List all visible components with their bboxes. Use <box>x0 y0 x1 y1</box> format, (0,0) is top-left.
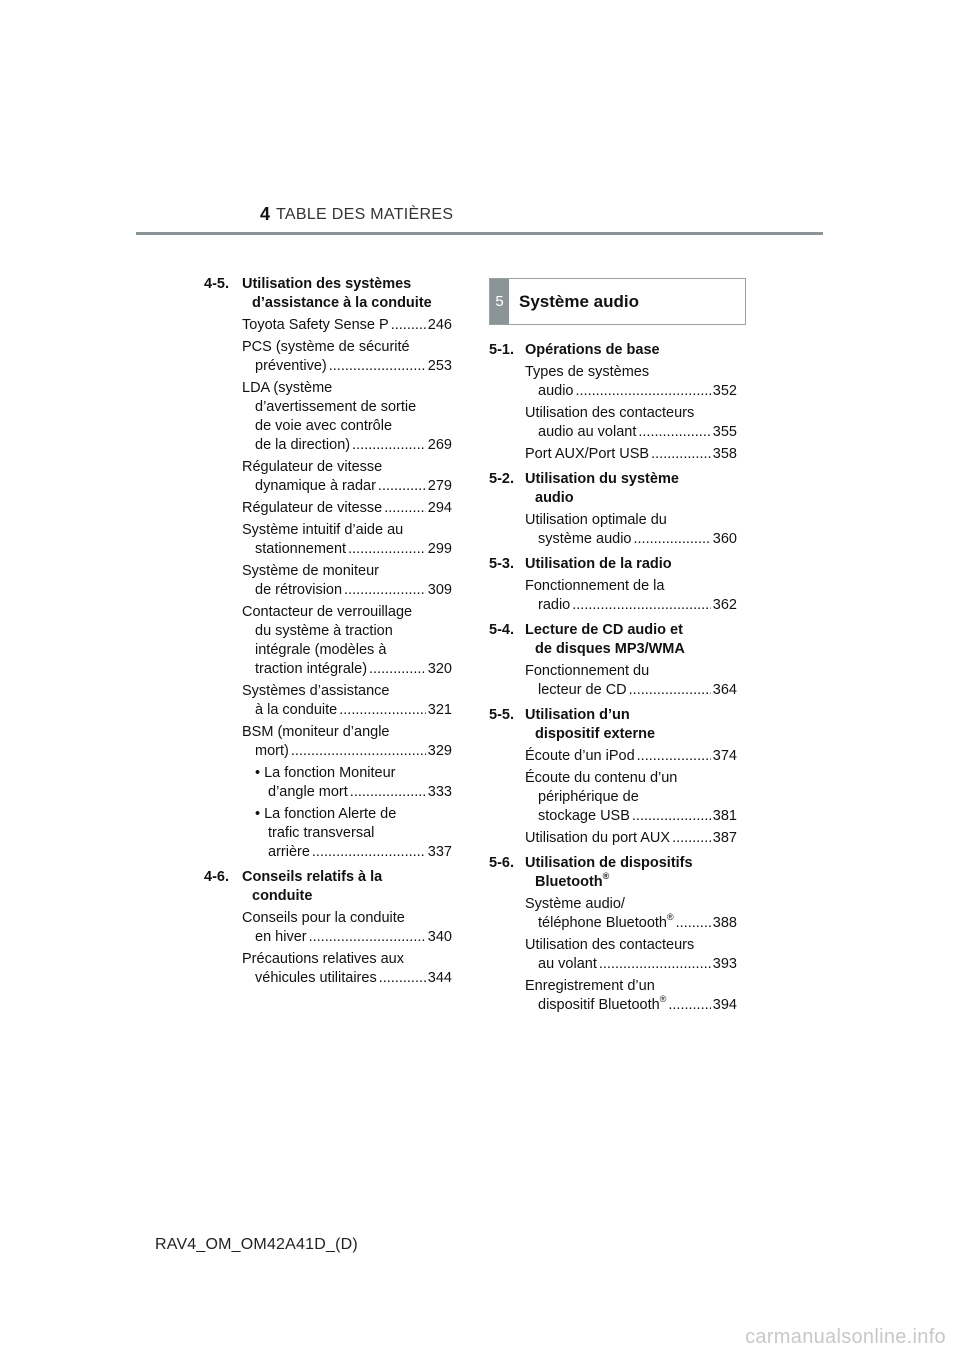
section-title-line: Utilisation de dispositifs <box>525 855 693 871</box>
toc-entry-label: traction intégrale) <box>255 661 368 677</box>
dot-leader <box>350 783 426 802</box>
section-number: 5-2. <box>489 471 514 487</box>
manual-code: RAV4_OM_OM42A41D_(D) <box>155 1236 358 1253</box>
section-title <box>525 621 737 659</box>
toc-entry-line: Fonctionnement du <box>525 663 650 679</box>
toc-entry-row <box>525 445 737 464</box>
toc-page-number: 381 <box>712 808 737 824</box>
toc-entry-link[interactable] <box>242 499 452 518</box>
section-title-line: d’assistance à la conduite <box>252 295 432 311</box>
toc-entry-line: Fonctionnement de la <box>525 578 665 594</box>
dot-leader <box>676 914 711 933</box>
toc-entry-row <box>242 540 452 559</box>
section-title-line: Utilisation du système <box>525 471 679 487</box>
toc-page-number: 388 <box>712 915 737 931</box>
toc-entry-row <box>242 316 452 335</box>
toc-entry-label: en hiver <box>255 929 307 945</box>
toc-entry-link[interactable] <box>525 977 737 1015</box>
toc-entry-link[interactable] <box>242 379 452 455</box>
dot-leader <box>369 660 426 679</box>
toc-page-number: 362 <box>712 597 737 613</box>
toc-entry-link[interactable] <box>242 603 452 679</box>
toc-entry-link[interactable] <box>242 950 452 988</box>
dot-leader <box>379 969 426 988</box>
toc-entry-link[interactable] <box>242 909 452 947</box>
toc-entry-line: d’avertissement de sortie <box>255 399 417 415</box>
dot-leader <box>352 436 426 455</box>
toc-entry-line: Utilisation des contacteurs <box>525 405 695 421</box>
toc-entry-row <box>242 477 452 496</box>
section-title-line: Bluetooth® <box>535 871 610 890</box>
toc-entry-link[interactable] <box>525 404 737 442</box>
toc-entry-label: lecteur de CD <box>538 682 627 698</box>
toc-entry-link[interactable] <box>242 521 452 559</box>
header-title: TABLE DES MATIÈRES <box>276 206 454 223</box>
toc-page-number: 344 <box>427 970 452 986</box>
toc-page-number: 337 <box>427 844 452 860</box>
section-number: 4-6. <box>204 869 229 885</box>
section-number: 5-1. <box>489 342 514 358</box>
toc-entry-link[interactable] <box>242 458 452 496</box>
toc-entry-link[interactable] <box>242 805 452 862</box>
section-title <box>525 706 737 744</box>
toc-entry-row <box>255 843 452 862</box>
section-title-line: conduite <box>252 888 313 904</box>
dot-leader <box>629 681 711 700</box>
toc-entry-label: radio <box>538 597 571 613</box>
toc-entry-link[interactable] <box>525 662 737 700</box>
toc-entry-link[interactable] <box>525 769 737 826</box>
toc-entry-label: véhicules utilitaires <box>255 970 377 986</box>
toc-section <box>489 470 737 549</box>
page-header <box>0 204 960 230</box>
toc-entry-label: Régulateur de vitesse <box>242 500 383 516</box>
toc-page-number: 299 <box>427 541 452 557</box>
toc-entry-link[interactable] <box>525 363 737 401</box>
toc-page-number: 364 <box>712 682 737 698</box>
toc-entry-label: dynamique à radar <box>255 478 376 494</box>
toc-entry-line: Contacteur de verrouillage <box>242 604 413 620</box>
toc-entry-row <box>525 747 737 766</box>
toc-page-number: 340 <box>427 929 452 945</box>
toc-entry-line: Précautions relatives aux <box>242 951 404 967</box>
toc-entry-line: trafic transversal <box>268 825 375 841</box>
toc-page-number: 387 <box>712 830 737 846</box>
toc-entry-row <box>242 660 452 679</box>
toc-entry-link[interactable] <box>242 562 452 600</box>
toc-entry-row <box>242 357 452 376</box>
dot-leader <box>348 540 426 559</box>
toc-entry-line: Enregistrement d’un <box>525 978 655 994</box>
toc-entry-label: à la conduite <box>255 702 338 718</box>
dot-leader <box>329 357 426 376</box>
toc-entry-line: Utilisation optimale du <box>525 512 667 528</box>
toc-entry-row <box>242 499 452 518</box>
dot-leader <box>672 829 711 848</box>
toc-entry-line: Utilisation des contacteurs <box>525 937 695 953</box>
dot-leader <box>638 423 710 442</box>
section-title-line: Utilisation d’un <box>525 707 630 723</box>
toc-entry-row <box>525 382 737 401</box>
toc-page-number: 393 <box>712 956 737 972</box>
toc-entry-link[interactable] <box>525 511 737 549</box>
toc-entry-line: Régulateur de vitesse <box>242 459 383 475</box>
toc-entry-line: PCS (système de sécurité <box>242 339 410 355</box>
section-title-line: Conseils relatifs à la <box>242 869 383 885</box>
toc-section <box>489 854 737 1015</box>
toc-entry-label: Port AUX/Port USB <box>525 446 650 462</box>
dot-leader <box>634 530 711 549</box>
toc-entry-row <box>525 914 737 933</box>
section-title-line: Opérations de base <box>525 342 660 358</box>
toc-entry-link[interactable] <box>242 723 452 761</box>
chapter-box <box>489 278 746 325</box>
toc-entry-row <box>242 701 452 720</box>
toc-page-number: 352 <box>712 383 737 399</box>
toc-entry-row <box>242 742 452 761</box>
section-title-line: dispositif externe <box>535 726 656 742</box>
toc-right-column <box>489 341 737 1021</box>
toc-entry-row <box>525 530 737 549</box>
toc-entry-label: mort) <box>255 743 289 759</box>
section-title <box>242 868 452 906</box>
toc-entry-label: audio au volant <box>538 424 637 440</box>
toc-page-number: 320 <box>427 661 452 677</box>
section-number: 5-3. <box>489 556 514 572</box>
toc-section <box>176 275 452 862</box>
toc-entry-label: d’angle mort <box>268 784 348 800</box>
toc-entry-label: de la direction) <box>255 437 351 453</box>
section-title-line: audio <box>535 490 574 506</box>
toc-page-number: 360 <box>712 531 737 547</box>
section-number: 5-6. <box>489 855 514 871</box>
toc-entry-row <box>242 436 452 455</box>
toc-entry-line: Système de moniteur <box>242 563 380 579</box>
toc-left-column <box>176 275 452 994</box>
toc-entry-label: stockage USB <box>538 808 630 824</box>
toc-section <box>489 555 737 615</box>
toc-entry-link[interactable] <box>525 577 737 615</box>
toc-entry-row <box>242 581 452 600</box>
dot-leader <box>378 477 426 496</box>
toc-entry-row <box>525 807 737 826</box>
dot-leader <box>668 996 710 1015</box>
section-title-line: de disques MP3/WMA <box>535 641 685 657</box>
toc-entry-line: périphérique de <box>538 789 639 805</box>
toc-entry-label: au volant <box>538 956 597 972</box>
dot-leader <box>599 955 711 974</box>
toc-page-number: 355 <box>712 424 737 440</box>
toc-entry-row <box>242 928 452 947</box>
dot-leader <box>651 445 711 464</box>
section-title <box>525 555 737 574</box>
toc-page-number: 374 <box>712 748 737 764</box>
toc-entry-line: Systèmes d’assistance <box>242 683 390 699</box>
section-title-line: Utilisation des systèmes <box>242 276 412 292</box>
section-title <box>525 854 737 892</box>
toc-entry-row <box>255 783 452 802</box>
toc-entry-link[interactable] <box>242 682 452 720</box>
dot-leader <box>632 807 711 826</box>
toc-entry-line: Écoute du contenu d’un <box>525 770 678 786</box>
section-number: 4-5. <box>204 276 229 292</box>
toc-entry-link[interactable] <box>525 747 737 766</box>
section-title-line: Lecture de CD audio et <box>525 622 683 638</box>
toc-entry-link[interactable] <box>242 338 452 376</box>
toc-page-number: 253 <box>427 358 452 374</box>
toc-entry-line: • La fonction Moniteur <box>255 765 396 781</box>
dot-leader <box>344 581 426 600</box>
toc-entry-label: de rétrovision <box>255 582 343 598</box>
toc-section <box>489 621 737 700</box>
toc-entry-line: Système audio/ <box>525 896 625 912</box>
toc-page-number: 333 <box>427 784 452 800</box>
toc-entry-link[interactable] <box>242 316 452 335</box>
toc-entry-label: Écoute d’un iPod <box>525 748 635 764</box>
toc-page-number: 309 <box>427 582 452 598</box>
toc-section <box>489 341 737 464</box>
toc-page-number: 358 <box>712 446 737 462</box>
header-rule <box>136 232 823 235</box>
toc-entry-label: dispositif Bluetooth® <box>538 994 667 1013</box>
toc-entry-label: Toyota Safety Sense P <box>242 317 389 333</box>
toc-entry-label: préventive) <box>255 358 327 374</box>
toc-page-number: 269 <box>427 437 452 453</box>
section-title-line: Utilisation de la radio <box>525 556 672 572</box>
dot-leader <box>391 316 426 335</box>
toc-entry-line: Système intuitif d’aide au <box>242 522 404 538</box>
toc-entry-line: de voie avec contrôle <box>255 418 393 434</box>
toc-entry-link[interactable] <box>525 936 737 974</box>
toc-entry-line: • La fonction Alerte de <box>255 806 397 822</box>
toc-entry-label: système audio <box>538 531 632 547</box>
toc-entry-line: BSM (moniteur d’angle <box>242 724 390 740</box>
toc-page-number: 394 <box>712 997 737 1013</box>
toc-page-number: 279 <box>427 478 452 494</box>
toc-page-number: 329 <box>427 743 452 759</box>
section-title <box>525 341 737 360</box>
toc-page-number: 246 <box>427 317 452 333</box>
toc-entry-row <box>525 596 737 615</box>
toc-entry-line: du système à traction <box>255 623 393 639</box>
toc-entry-line: LDA (système <box>242 380 333 396</box>
watermark: carmanualsonline.info <box>745 1326 946 1348</box>
toc-section <box>176 868 452 988</box>
toc-entry-label: stationnement <box>255 541 347 557</box>
toc-entry-label: arrière <box>268 844 310 860</box>
toc-entry-link[interactable] <box>242 764 452 802</box>
dot-leader <box>339 701 426 720</box>
chapter-number-tab: 5 <box>490 279 509 324</box>
toc-entry-label: Utilisation du port AUX <box>525 830 671 846</box>
toc-entry-row <box>525 996 737 1015</box>
section-title <box>525 470 737 508</box>
chapter-title: Système audio <box>519 292 639 311</box>
toc-page-number: 294 <box>427 500 452 516</box>
toc-entry-link[interactable] <box>525 445 737 464</box>
section-number: 5-5. <box>489 707 514 723</box>
dot-leader <box>572 596 711 615</box>
toc-entry-row <box>525 829 737 848</box>
dot-leader <box>312 843 426 862</box>
toc-entry-row <box>525 681 737 700</box>
toc-entry-label: téléphone Bluetooth® <box>538 912 674 931</box>
toc-entry-link[interactable] <box>525 895 737 933</box>
dot-leader <box>575 382 710 401</box>
toc-entry-row <box>242 969 452 988</box>
dot-leader <box>384 499 426 518</box>
section-title <box>242 275 452 313</box>
toc-entry-line: intégrale (modèles à <box>255 642 387 658</box>
dot-leader <box>637 747 711 766</box>
toc-entry-link[interactable] <box>525 829 737 848</box>
dot-leader <box>309 928 426 947</box>
toc-section <box>489 706 737 848</box>
toc-entry-line: Conseils pour la conduite <box>242 910 405 926</box>
toc-entry-row <box>525 955 737 974</box>
dot-leader <box>291 742 426 761</box>
page-number: 4 <box>260 204 271 224</box>
toc-entry-line: Types de systèmes <box>525 364 650 380</box>
toc-entry-label: audio <box>538 383 574 399</box>
toc-page-number: 321 <box>427 702 452 718</box>
toc-entry-row <box>525 423 737 442</box>
section-number: 5-4. <box>489 622 514 638</box>
